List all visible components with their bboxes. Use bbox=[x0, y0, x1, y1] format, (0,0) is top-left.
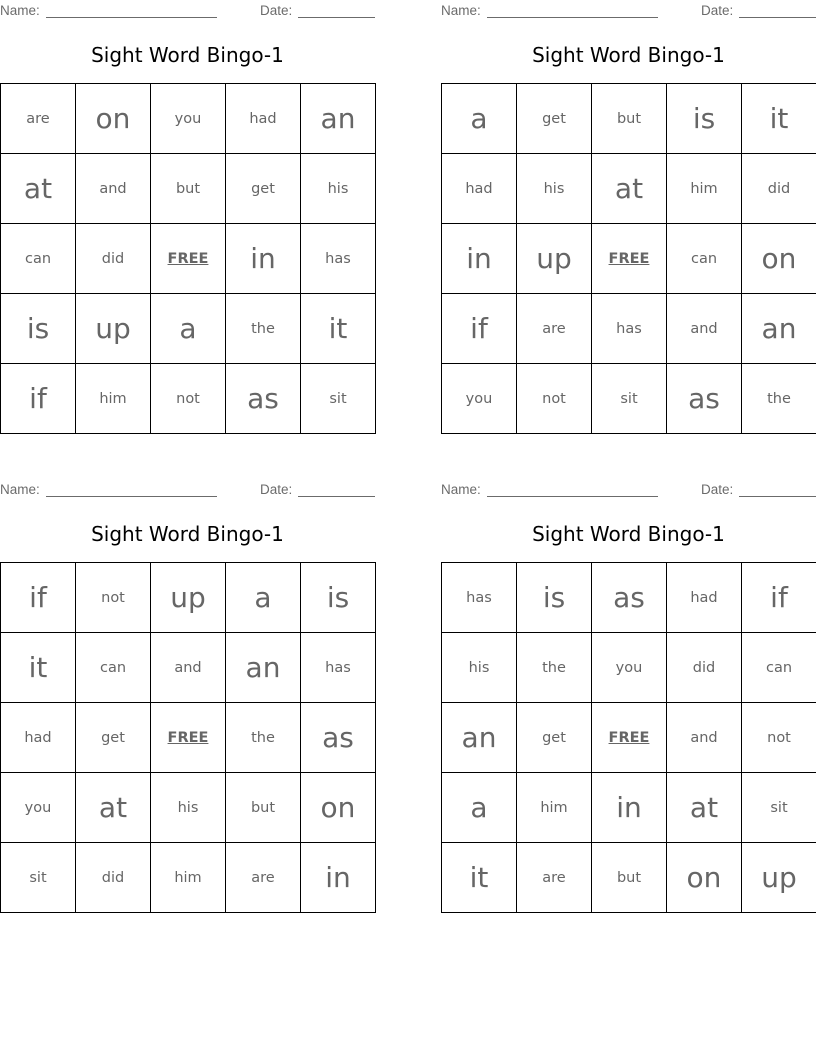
bingo-cell: up bbox=[151, 563, 226, 633]
bingo-cell: sit bbox=[1, 843, 76, 913]
bingo-cell: can bbox=[667, 224, 742, 294]
bingo-card bbox=[0, 479, 376, 894]
bingo-cell: not bbox=[517, 364, 592, 434]
bingo-cell: if bbox=[1, 563, 76, 633]
bingo-cell: his bbox=[151, 773, 226, 843]
bingo-cell: as bbox=[226, 364, 301, 434]
bingo-cell: you bbox=[1, 773, 76, 843]
bingo-card bbox=[441, 0, 816, 415]
bingo-cell: on bbox=[667, 843, 742, 913]
bingo-cell: sit bbox=[742, 773, 816, 843]
bingo-cell: it bbox=[442, 843, 517, 913]
bingo-cell: a bbox=[442, 773, 517, 843]
bingo-cell: not bbox=[151, 364, 226, 434]
bingo-cell: had bbox=[667, 563, 742, 633]
bingo-cell: it bbox=[742, 84, 816, 154]
bingo-cell: his bbox=[442, 633, 517, 703]
bingo-cell: as bbox=[667, 364, 742, 434]
bingo-cell: him bbox=[76, 364, 151, 434]
bingo-cell: on bbox=[301, 773, 376, 843]
bingo-cell: had bbox=[226, 84, 301, 154]
bingo-cell: can bbox=[1, 224, 76, 294]
bingo-grid bbox=[0, 83, 376, 434]
bingo-cell: his bbox=[517, 154, 592, 224]
bingo-cell: him bbox=[667, 154, 742, 224]
bingo-cell: it bbox=[1, 633, 76, 703]
bingo-cell: the bbox=[742, 364, 816, 434]
name-field-line[interactable] bbox=[487, 496, 658, 497]
bingo-cell: up bbox=[76, 294, 151, 364]
bingo-cell: it bbox=[301, 294, 376, 364]
bingo-cell: is bbox=[667, 84, 742, 154]
name-field-line[interactable] bbox=[46, 496, 217, 497]
name-label: Name: bbox=[441, 482, 481, 497]
bingo-cell: can bbox=[76, 633, 151, 703]
bingo-cell: him bbox=[151, 843, 226, 913]
free-space: FREE bbox=[151, 224, 226, 294]
free-space: FREE bbox=[592, 224, 667, 294]
bingo-cell: him bbox=[517, 773, 592, 843]
bingo-cell: can bbox=[742, 633, 816, 703]
date-label: Date: bbox=[260, 482, 293, 497]
bingo-cell: you bbox=[442, 364, 517, 434]
bingo-cell: but bbox=[226, 773, 301, 843]
name-field-line[interactable] bbox=[46, 17, 217, 18]
bingo-cell: but bbox=[151, 154, 226, 224]
bingo-cell: get bbox=[517, 703, 592, 773]
bingo-grid bbox=[441, 562, 816, 913]
bingo-cell: in bbox=[301, 843, 376, 913]
date-field-line[interactable] bbox=[739, 17, 816, 18]
bingo-cell: if bbox=[442, 294, 517, 364]
card-title: Sight Word Bingo-1 bbox=[532, 43, 725, 67]
free-space: FREE bbox=[592, 703, 667, 773]
bingo-cell: an bbox=[742, 294, 816, 364]
date-label: Date: bbox=[260, 3, 293, 18]
bingo-grid bbox=[441, 83, 816, 434]
bingo-cell: but bbox=[592, 843, 667, 913]
date-label: Date: bbox=[701, 3, 734, 18]
bingo-cell: up bbox=[517, 224, 592, 294]
bingo-cell: on bbox=[76, 84, 151, 154]
bingo-cell: on bbox=[742, 224, 816, 294]
bingo-cell: has bbox=[592, 294, 667, 364]
bingo-cell: an bbox=[442, 703, 517, 773]
card-header bbox=[0, 0, 376, 22]
name-label: Name: bbox=[0, 3, 40, 18]
bingo-cell: at bbox=[592, 154, 667, 224]
bingo-cell: had bbox=[1, 703, 76, 773]
bingo-cell: as bbox=[592, 563, 667, 633]
bingo-cell: a bbox=[151, 294, 226, 364]
bingo-cell: get bbox=[76, 703, 151, 773]
bingo-cell: in bbox=[592, 773, 667, 843]
bingo-cell: you bbox=[592, 633, 667, 703]
bingo-cell: are bbox=[226, 843, 301, 913]
date-label: Date: bbox=[701, 482, 734, 497]
bingo-cell: the bbox=[226, 294, 301, 364]
name-label: Name: bbox=[0, 482, 40, 497]
bingo-cell: you bbox=[151, 84, 226, 154]
bingo-cell: is bbox=[301, 563, 376, 633]
bingo-cell: if bbox=[742, 563, 816, 633]
date-field-line[interactable] bbox=[739, 496, 816, 497]
bingo-cell: are bbox=[517, 294, 592, 364]
bingo-cell: the bbox=[517, 633, 592, 703]
bingo-grid bbox=[0, 562, 376, 913]
bingo-cell: has bbox=[301, 224, 376, 294]
bingo-cell: in bbox=[442, 224, 517, 294]
bingo-cell: not bbox=[76, 563, 151, 633]
bingo-cell: at bbox=[76, 773, 151, 843]
bingo-cell: sit bbox=[592, 364, 667, 434]
bingo-card bbox=[441, 479, 816, 894]
name-field-line[interactable] bbox=[487, 17, 658, 18]
card-title: Sight Word Bingo-1 bbox=[532, 522, 725, 546]
bingo-cell: are bbox=[517, 843, 592, 913]
bingo-cell: in bbox=[226, 224, 301, 294]
bingo-cell: an bbox=[226, 633, 301, 703]
bingo-cell: if bbox=[1, 364, 76, 434]
bingo-cell: did bbox=[742, 154, 816, 224]
bingo-cell: is bbox=[517, 563, 592, 633]
bingo-cell: up bbox=[742, 843, 816, 913]
bingo-cell: get bbox=[226, 154, 301, 224]
bingo-cell: the bbox=[226, 703, 301, 773]
bingo-cell: had bbox=[442, 154, 517, 224]
card-header bbox=[441, 479, 816, 501]
bingo-cell: sit bbox=[301, 364, 376, 434]
card-header bbox=[0, 479, 376, 501]
bingo-cell: has bbox=[442, 563, 517, 633]
bingo-cell: and bbox=[76, 154, 151, 224]
bingo-cell: are bbox=[1, 84, 76, 154]
free-space: FREE bbox=[151, 703, 226, 773]
bingo-cell: and bbox=[667, 294, 742, 364]
bingo-cell: has bbox=[301, 633, 376, 703]
name-label: Name: bbox=[441, 3, 481, 18]
bingo-cell: did bbox=[667, 633, 742, 703]
bingo-cell: an bbox=[301, 84, 376, 154]
bingo-cell: get bbox=[517, 84, 592, 154]
bingo-cell: did bbox=[76, 224, 151, 294]
bingo-cell: is bbox=[1, 294, 76, 364]
bingo-cell: but bbox=[592, 84, 667, 154]
bingo-cell: his bbox=[301, 154, 376, 224]
bingo-cell: as bbox=[301, 703, 376, 773]
bingo-card bbox=[0, 0, 376, 415]
bingo-cell: did bbox=[76, 843, 151, 913]
card-header bbox=[441, 0, 816, 22]
bingo-cell: a bbox=[226, 563, 301, 633]
bingo-cell: at bbox=[1, 154, 76, 224]
date-field-line[interactable] bbox=[298, 17, 375, 18]
date-field-line[interactable] bbox=[298, 496, 375, 497]
card-title: Sight Word Bingo-1 bbox=[91, 522, 284, 546]
bingo-cell: not bbox=[742, 703, 816, 773]
bingo-cell: at bbox=[667, 773, 742, 843]
bingo-cell: a bbox=[442, 84, 517, 154]
bingo-cell: and bbox=[667, 703, 742, 773]
card-title: Sight Word Bingo-1 bbox=[91, 43, 284, 67]
bingo-cell: and bbox=[151, 633, 226, 703]
